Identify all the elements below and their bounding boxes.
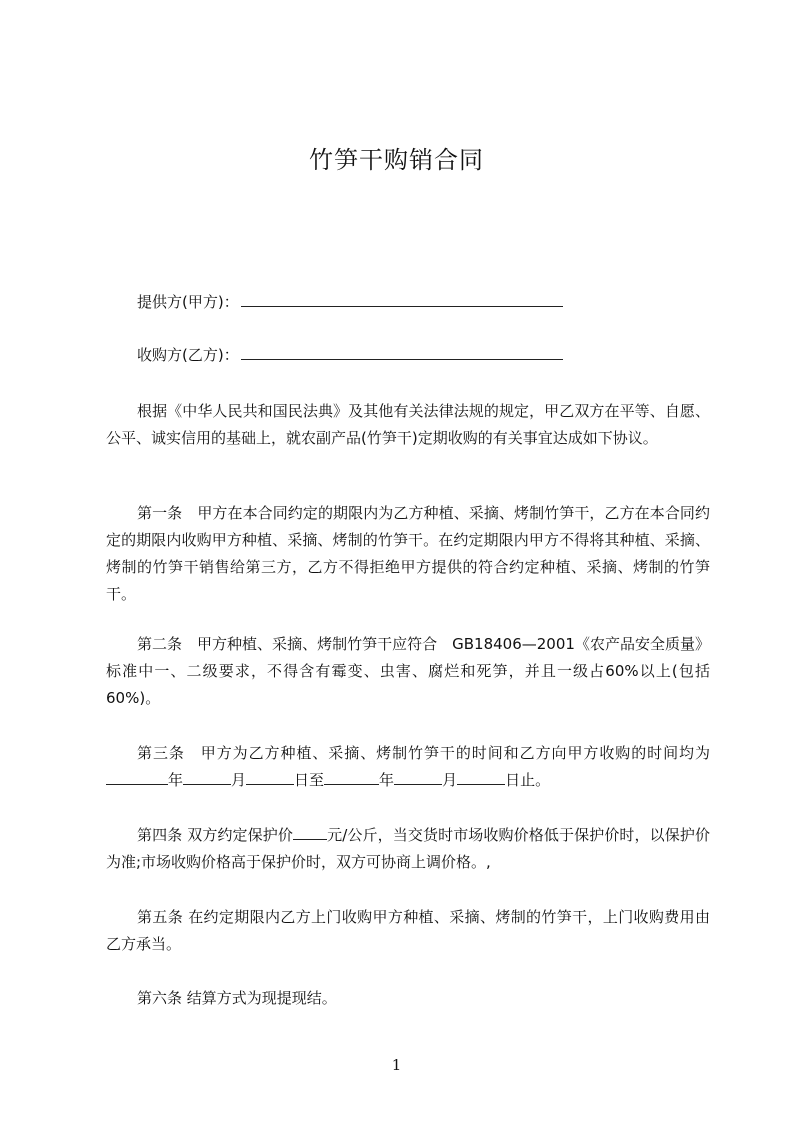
party-a-blank xyxy=(241,292,563,307)
blank-end-year xyxy=(324,770,379,785)
article-4-rest: 元/公斤，当交货时市场收购价格低于保护价时，以保护价为准;市场收购价格高于保护价时，双方可协商上调价格。, xyxy=(106,826,710,871)
article-5-text: 第五条 在约定期限内乙方上门收购甲方种植、采摘、烤制的竹笋干，上门收购费用由乙方承当。 xyxy=(106,908,710,953)
label-month-2: 月 xyxy=(442,771,458,789)
party-a-line xyxy=(137,291,563,312)
blank-protection-price xyxy=(293,825,327,840)
party-b-line xyxy=(137,344,563,365)
blank-start-day xyxy=(246,770,294,785)
preamble-text: 根据《中华人民共和国民法典》及其他有关法律法规的规定，甲乙双方在平等、自愿、公平、诚实信用的基础上，就农副产品(竹笋干)定期收购的有关事宜达成如下协议。 xyxy=(106,402,710,447)
blank-end-month xyxy=(394,770,442,785)
article-3 xyxy=(106,740,710,794)
article-1 xyxy=(106,500,710,608)
article-3-text xyxy=(106,740,710,794)
article-4-lead: 第四条 双方约定保护价 xyxy=(137,826,294,844)
article-3-lead: 第三条 甲方为乙方种植、采摘、烤制竹笋干的时间和乙方向甲方收购的时间均为 xyxy=(137,744,710,762)
page-number: 1 xyxy=(391,1056,402,1074)
blank-start-month xyxy=(183,770,231,785)
article-4 xyxy=(106,822,710,876)
party-b-label: 收购方(乙方)： xyxy=(137,346,239,364)
document-title: 竹笋干购销合同 xyxy=(309,146,484,174)
article-2 xyxy=(106,631,710,712)
article-2-text: 第二条 甲方种植、采摘、烤制竹笋干应符合 GB18406—2001《农产品安全质量》标准中一、二级要求，不得含有霉变、虫害、腐烂和死笋，并且一级占60%以上(包括60%)。 xyxy=(106,635,710,707)
blank-start-year xyxy=(106,770,168,785)
label-day-to: 日至 xyxy=(294,771,325,789)
article-6 xyxy=(106,985,710,1012)
label-month: 月 xyxy=(231,771,247,789)
blank-end-day xyxy=(457,770,505,785)
article-5 xyxy=(106,904,710,958)
preamble-paragraph xyxy=(106,398,710,452)
label-year-2: 年 xyxy=(379,771,395,789)
label-end: 日止。 xyxy=(505,771,551,789)
label-year: 年 xyxy=(168,771,184,789)
party-a-label: 提供方(甲方)： xyxy=(137,293,239,311)
article-1-text: 第一条 甲方在本合同约定的期限内为乙方种植、采摘、烤制竹笋干，乙方在本合同约定的期限内收购甲方种植、采摘、烤制的竹笋干。在约定期限内甲方不得将其种植、采摘、烤制的竹笋干销售给第三方，乙方不得拒绝甲方提供的符合约定种植、采摘、烤制的竹笋干。 xyxy=(106,504,710,603)
article-6-text: 第六条 结算方式为现提现结。 xyxy=(137,989,337,1007)
article-4-text xyxy=(106,822,710,876)
party-b-blank xyxy=(241,345,563,360)
